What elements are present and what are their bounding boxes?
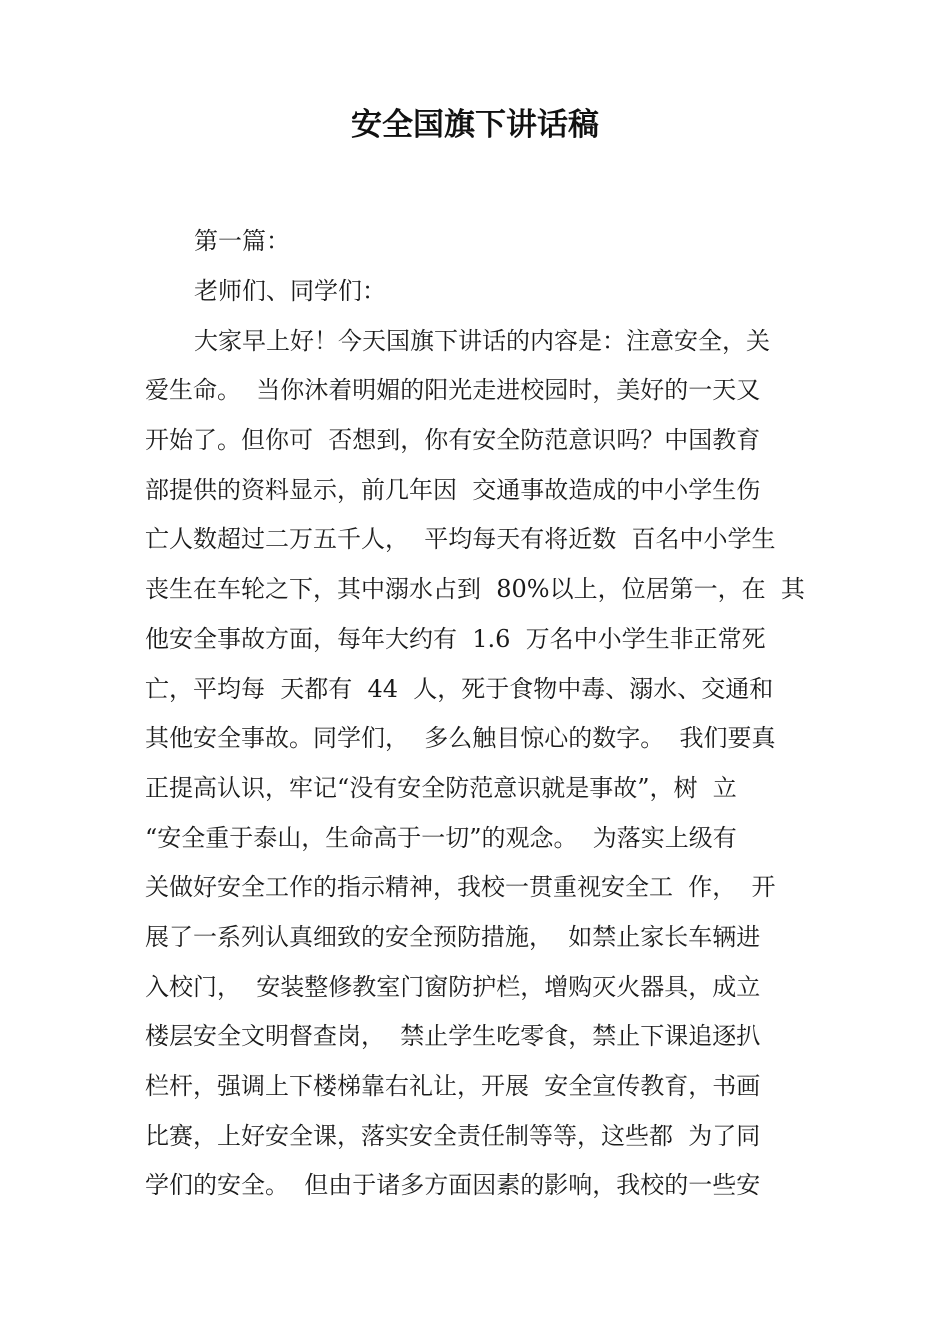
text-line: 他安全事故方面，每年大约有 1.6 万名中小学生非正常死 — [145, 625, 766, 653]
text-line: 丧生在车轮之下，其中溺水占到 80%以上，位居第一，在 其 — [145, 575, 805, 603]
text-line: 学们的安全。 但由于诸多方面因素的影响，我校的一些安 — [145, 1171, 761, 1199]
text-line: 正提高认识，牢记“没有安全防范意识就是事故”，树 立 — [145, 774, 737, 802]
text-line: 大家早上好！今天国旗下讲话的内容是：注意安全，关 — [194, 327, 770, 355]
text-line: 亡人数超过二万五千人， 平均每天有将近数 百名中小学生 — [145, 525, 776, 553]
section-heading: 第一篇： — [194, 227, 290, 255]
text-line: 比赛，上好安全课，落实安全责任制等等，这些都 为了同 — [145, 1122, 761, 1150]
text-line: 关做好安全工作的指示精神，我校一贯重视安全工 作， 开 — [145, 873, 776, 901]
text-line: 部提供的资料显示，前几年因 交通事故造成的中小学生伤 — [145, 476, 761, 504]
document-title: 安全国旗下讲话稿 — [351, 107, 599, 143]
text-line: 爱生命。 当你沐着明媚的阳光走进校园时，美好的一天又 — [145, 376, 761, 404]
text-line: 展了一系列认真细致的安全预防措施， 如禁止家长车辆进 — [145, 923, 761, 951]
text-line: 楼层安全文明督查岗， 禁止学生吃零食，禁止下课追逐扒 — [145, 1022, 761, 1050]
text-line: 栏杆，强调上下楼梯靠右礼让，开展 安全宣传教育，书画 — [145, 1072, 761, 1100]
text-line: “安全重于泰山，生命高于一切”的观念。 为落实上级有 — [145, 824, 737, 852]
greeting-line: 老师们、同学们： — [194, 277, 386, 305]
text-line: 其他安全事故。同学们， 多么触目惊心的数字。 我们要真 — [145, 724, 776, 752]
text-line: 入校门， 安装整修教室门窗防护栏，增购灭火器具，成立 — [145, 973, 761, 1001]
text-line: 亡，平均每 天都有 44 人，死于食物中毒、溺水、交通和 — [145, 675, 774, 703]
text-line: 开始了。但你可 否想到，你有安全防范意识吗？中国教育 — [145, 426, 761, 454]
